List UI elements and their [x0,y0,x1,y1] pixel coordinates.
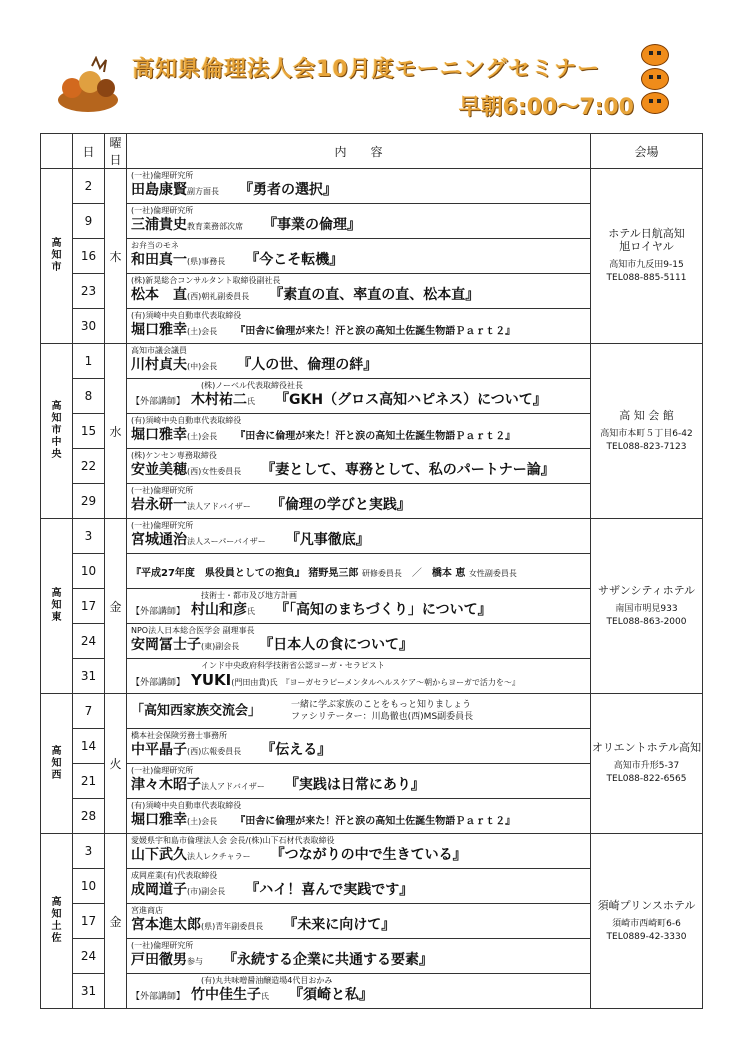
seminar-title: 『ハイ！喜んで実践です』 [245,882,414,898]
day-cell: 1 [73,344,105,379]
schedule-table [40,133,703,1009]
speaker-name: 安並美穂 [131,462,187,478]
speaker-name: 堀口雅幸 [131,812,187,828]
header-day: 日 [73,134,105,169]
table-header-row [41,134,703,169]
table-row [41,344,703,379]
day-cell: 8 [73,379,105,414]
day-cell: 31 [73,974,105,1009]
seminar-title: 『田舎に倫理が来た！汗と涙の高知土佐誕生物語Ｐａｒｔ２』 [235,326,516,337]
venue-phone: TEL0889-42-3330 [606,931,687,942]
seminar-content [127,414,591,449]
speaker-name: 宮城通治 [131,532,187,548]
external-lecturer-tag: 【外部講師】 [131,397,186,407]
seminar-title: 『GKH（グロス高知ハピネス）について』 [275,392,547,408]
speaker-name: 村山和彦 [191,602,248,618]
page-title: 高知県倫理法人会10月度モーニングセミナー [132,57,601,82]
day-cell: 16 [73,239,105,274]
seminar-title: 『須崎と私』 [289,987,374,1003]
speaker-organization: NPO法人日本総合医学会 副理事長 [131,626,255,635]
header-area [41,134,73,169]
speaker-role: 氏 [247,607,256,616]
header-content: 内 容 [127,134,591,169]
speaker-role: 教育業務部次席 [187,222,243,231]
speaker-organization: (株)新晃総合コンサルタント取締役副社長 [131,276,281,285]
seminar-title: 『ヨーガセラピーメンタルヘルスケア〜朝からヨーガで活力を〜』 [281,677,520,687]
speaker-role: 副方面長 [187,187,219,196]
speaker-organization: 成岡産業(有)代表取締役 [131,871,218,880]
speaker-role: (西)女性委員長 [187,467,242,476]
speaker-name: 木村祐二 [191,392,248,408]
speaker-organization: (有)須崎中央自動車代表取締役 [131,801,242,810]
day-cell: 14 [73,729,105,764]
board-member-talk: 『平成27年度 県役員としての抱負』 猪野晃三郎 研修委員長 ／ 橋本 恵 女性副委員長 [131,567,517,579]
speaker-role: (市)副会長 [187,887,226,896]
schedule-body [41,169,703,1009]
area-name: 高 知 市 [41,169,73,344]
speaker-role: (県)青年副委員長 [201,922,264,931]
table-row [41,169,703,204]
speaker-organization: 愛媛県宇和島市倫理法人会 会長/(株)山下石材代表取締役 [131,836,335,845]
table-row [41,694,703,729]
day-cell: 17 [73,904,105,939]
speaker-name: 田島康賢 [131,182,187,198]
weekday-cell: 金 [105,834,127,1009]
speaker-name: 竹中佳生子 [191,987,262,1003]
speaker-organization: (有)須崎中央自動車代表取締役 [131,416,242,425]
seminar-content [127,869,591,904]
seminar-title: 『勇者の選択』 [239,182,337,198]
speaker-role: 法人スーパーバイザー [187,537,266,546]
speaker-name: 戸田徹男 [131,952,187,968]
speaker-role: (東)副会長 [201,642,240,651]
seminar-content [127,659,591,694]
area-name: 高 知 土 佐 [41,834,73,1009]
venue-address: 高知市升形5-37 [613,761,680,771]
day-cell: 2 [73,169,105,204]
venue-phone: TEL088-885-5111 [606,273,687,283]
area-name: 高 知 西 [41,694,73,834]
seminar-title: 『事業の倫理』 [263,217,361,233]
venue-cell [591,169,703,344]
seminar-content [127,799,591,834]
seminar-title: 『実践は日常にあり』 [284,777,425,793]
speaker-name: 宮本進太郎 [131,917,201,933]
seminar-title: 『「高知のまちづくり」について』 [275,602,492,618]
seminar-title: 『田舎に倫理が来た！汗と涙の高知土佐誕生物語Ｐａｒｔ２』 [235,431,516,442]
venue-cell [591,519,703,694]
speaker-role: 法人アドバイザー [201,782,265,791]
seminar-title: 『永続する企業に共通する要素』 [223,952,433,968]
speaker-name: 堀口雅幸 [131,322,187,338]
venue-phone: TEL088-863-2000 [606,616,687,627]
venue-cell [591,694,703,834]
venue-address: 高知市本町５丁目6-42 [600,428,693,439]
pumpkin-icon [640,44,670,114]
speaker-organization: 橋本社会保険労務士事務所 [131,731,227,740]
page-subtitle: 早朝6:00〜7:00 [458,95,634,120]
seminar-content [127,274,591,309]
speaker-organization: (一社)倫理研究所 [131,486,194,495]
speaker-organization: (有)丸共味噌醤油醸造場4代目おかみ [201,976,333,985]
venue-address: 南国市明見933 [615,603,678,614]
speaker-organization: (一社)倫理研究所 [131,206,194,215]
speaker-organization: (一社)倫理研究所 [131,171,194,180]
day-cell: 3 [73,519,105,554]
speaker-role: (中)会長 [187,362,218,371]
venue-address: 須崎市西崎町6-6 [612,918,681,929]
venue-name: ホテル日航高知 旭ロイヤル [608,227,685,253]
seminar-content [127,169,591,204]
speaker-role: (県)事務長 [187,257,226,266]
speaker-name: 堀口雅幸 [131,427,187,443]
seminar-content [127,939,591,974]
seminar-content [127,554,591,589]
day-cell: 9 [73,204,105,239]
table-row [41,834,703,869]
seminar-content [127,344,591,379]
speaker-role: 法人アドバイザー [187,502,251,511]
seminar-title: 『未来に向けて』 [283,917,396,933]
day-cell: 31 [73,659,105,694]
weekday-cell: 火 [105,694,127,834]
area-name: 高 知 東 [41,519,73,694]
weekday-cell: 木 [105,169,127,344]
seminar-content [127,204,591,239]
speaker-name: 松本 直 [131,287,187,303]
speaker-role: (西)朝礼副委員長 [187,292,250,301]
family-event-title: 「高知西家族交流会」 [131,703,262,719]
venue-name: 須崎プリンスホテル [597,898,696,912]
seminar-content [127,904,591,939]
speaker-role: (土)会長 [187,817,218,826]
venue-cell [591,834,703,1009]
seminar-title: 『倫理の学びと実践』 [270,497,411,513]
speaker-name: 和田真一 [131,252,187,268]
weekday-cell: 水 [105,344,127,519]
speaker-organization: 宮進商店 [131,906,163,915]
speaker-role: 参与 [187,957,203,966]
area-name: 高 知 市 中 央 [41,344,73,519]
speaker-organization: (一社)倫理研究所 [131,766,194,775]
speaker-name: 三浦貴史 [131,217,187,233]
speaker-organization: (有)須崎中央自動車代表取締役 [131,311,242,320]
seminar-content [127,239,591,274]
day-cell: 17 [73,589,105,624]
speaker-name: 中平晶子 [131,742,187,758]
day-cell: 10 [73,869,105,904]
venue-cell [591,344,703,519]
seminar-title: 『日本人の食について』 [259,637,413,653]
speaker-name: 川村貞夫 [131,357,187,373]
speaker-organization: (一社)倫理研究所 [131,941,194,950]
table-row [41,519,703,554]
speaker-organization: 技術士・都市及び地方計画 [201,591,297,600]
day-cell: 29 [73,484,105,519]
speaker-organization: インド中央政府科学技術省公認ヨーガ・セラピスト [201,660,385,670]
seminar-content [127,694,591,729]
day-cell: 21 [73,764,105,799]
speaker-organization: (株)ノーベル代表取締役社長 [201,381,304,390]
family-event-note: 一緒に学ぶ家族のことをもっと知りましょう ファシリテーター：川島徹也(西)MS副委員長 [291,700,474,722]
speaker-name: 岩永研一 [131,497,187,513]
day-cell: 24 [73,624,105,659]
day-cell: 3 [73,834,105,869]
venue-name: サザンシティホテル [597,583,696,597]
seminar-content [127,624,591,659]
seminar-content [127,484,591,519]
day-cell: 28 [73,799,105,834]
day-cell: 23 [73,274,105,309]
day-cell: 24 [73,939,105,974]
seminar-content [127,974,591,1009]
speaker-role: 氏 [261,992,270,1001]
speaker-role: (土)会長 [187,327,218,336]
day-cell: 22 [73,449,105,484]
speaker-organization: (株)ケンセン専務取締役 [131,451,217,460]
speaker-role: 法人レクチャラー [187,852,251,861]
weekday-cell: 金 [105,519,127,694]
venue-phone: TEL088-822-6565 [606,774,687,784]
external-lecturer-tag: 【外部講師】 [131,992,186,1002]
seminar-content [127,834,591,869]
speaker-name: 山下武久 [131,847,187,863]
seminar-title: 『伝える』 [261,742,332,758]
seminar-content [127,519,591,554]
speaker-name: YUKI [191,670,232,689]
seminar-title: 『妻として、専務として、私のパートナー論』 [261,462,555,478]
seminar-content [127,379,591,414]
speaker-role: (土)会長 [187,432,218,441]
day-cell: 15 [73,414,105,449]
speaker-organization: 高知市議会議員 [131,346,187,355]
speaker-role: (門田由貴)氏 [231,677,278,687]
seminar-title: 『今こそ転機』 [245,252,344,268]
seminar-content [127,309,591,344]
seminar-title: 『人の世、倫理の絆』 [237,357,378,373]
speaker-organization: (一社)倫理研究所 [131,521,194,530]
speaker-role: (西)広報委員長 [187,747,242,756]
speaker-name: 津々木昭子 [131,777,201,793]
external-lecturer-tag: 【外部講師】 [131,607,186,617]
speaker-name: 安岡冨士子 [131,637,201,653]
day-cell: 30 [73,309,105,344]
venue-phone: TEL088-823-7123 [606,441,687,452]
seminar-content [127,449,591,484]
venue-name: オリエントホテル高知 [591,741,702,754]
header-weekday: 曜日 [105,134,127,169]
header-venue: 会場 [591,134,703,169]
seminar-content [127,589,591,624]
day-cell: 10 [73,554,105,589]
venue-address: 高知市九反田9-15 [609,260,684,270]
seminar-title: 『凡事徹底』 [285,532,370,548]
external-lecturer-tag: 【外部講師】 [131,677,186,688]
speaker-role: 氏 [247,397,256,406]
seminar-content [127,729,591,764]
day-cell: 7 [73,694,105,729]
harvest-basket-icon [52,56,124,116]
seminar-title: 『田舎に倫理が来た！汗と涙の高知土佐誕生物語Ｐａｒｔ２』 [235,816,516,827]
speaker-name: 成岡道子 [131,882,187,898]
seminar-title: 『素直の直、率直の直、松本直』 [269,287,480,303]
seminar-title: 『つながりの中で生きている』 [270,847,467,863]
seminar-content [127,764,591,799]
speaker-organization: お弁当のモネ [131,241,179,250]
venue-name: 高 知 会 館 [619,408,674,422]
